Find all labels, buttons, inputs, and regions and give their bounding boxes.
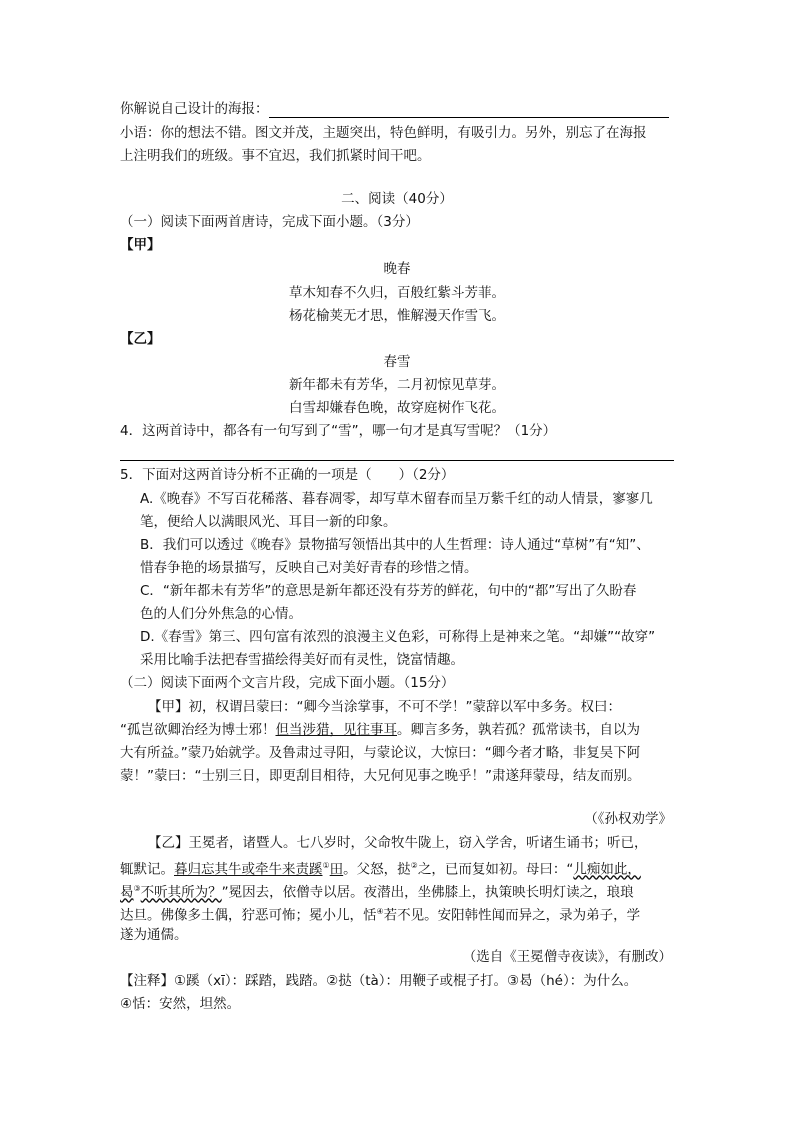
poster-reply-2: 上注明我们的班级。事不宜迟，我们抓紧时间干吧。 — [120, 148, 431, 164]
notes-line2: ④恬：安然，坦然。 — [120, 996, 241, 1012]
jia-tag: 【甲】 — [120, 237, 161, 253]
note-marker: ③ — [133, 884, 141, 893]
yi-source: （选自《王冕僧寺夜读》，有删改） — [462, 949, 672, 965]
poem2-line1: 新年都未有芳华，二月初惊见草芽。 — [289, 377, 505, 393]
question-5: 5．下面对这两首诗分析不正确的一项是（ ）（2分） — [120, 467, 455, 483]
jia-text-line1: 【甲】初，权谓吕蒙曰：“卿今当涂掌事，不可不学！”蒙辞以军中多务。权曰： — [148, 699, 621, 715]
yi-text-segment: 。父怒，挞 — [343, 861, 411, 878]
yi-text-line3 — [120, 880, 634, 902]
notes-line1: 【注释】①蹊（xī）：踩踏，践踏。②挞（tà）：用鞭子或棍子打。③曷（hé）：为什么。 — [120, 973, 638, 989]
note-marker: ② — [410, 861, 418, 870]
poster-prompt: 你解说自己设计的海报： — [120, 101, 269, 117]
option-b-line2: 惜春争艳的场景描写，反映自己对美好青春的珍惜之情。 — [140, 560, 478, 576]
wavy-underlined-sentence: 儿痴如此， — [573, 861, 641, 878]
jia-text-line2 — [120, 721, 640, 739]
poem1-line1: 草木知春不久归，百般红紫斗芳菲。 — [289, 285, 505, 301]
part2-heading: （二）阅读下面两个文言片段，完成下面小题。（15分） — [120, 675, 455, 691]
section-title: 二、阅读（40分） — [341, 191, 453, 207]
yi-text-line4 — [120, 903, 640, 925]
answer-blank — [269, 103, 669, 118]
option-c-line2: 色的人们分外焦急的心情。 — [140, 606, 302, 622]
poem1-line2: 杨花榆荚无才思，惟解漫天作雪飞。 — [289, 308, 505, 324]
question-4: 4．这两首诗中，都各有一句写到了“雪”，哪一句才是真写雪呢？（1分） — [120, 423, 557, 439]
yi-text-segment: ”冕因去，依僧寺以居。夜潜出，坐佛膝上，执策映长明灯读之，琅琅 — [221, 884, 634, 901]
part1-heading: （一）阅读下面两首唐诗，完成下面小题。（3分） — [120, 214, 419, 230]
poem2-title: 春雪 — [383, 354, 411, 370]
option-d-line1: D.《春雪》第三、四句富有浓烈的浪漫主义色彩，可称得上是神来之笔。“却嫌”“故穿” — [140, 629, 656, 645]
option-a-line1: A.《晚春》不写百花稀落、暮春凋零，却写草木留春而呈万紫千红的动人情景，寥寥几 — [140, 491, 653, 507]
answer-line — [120, 460, 674, 461]
jia-text-line4: 蒙！”蒙曰：“士别三日，即更刮目相待，大兄何见事之晚乎！”肃遂拜蒙母，结友而别。 — [120, 768, 641, 784]
yi-text-segment: 辄默记。 — [120, 861, 174, 878]
yi-text-line2 — [120, 857, 641, 879]
option-a-line2: 笔，便给人以满眼风光、耳目一新的印象。 — [140, 514, 397, 530]
note-marker: ① — [322, 861, 330, 870]
option-b-line1: B．我们可以透过《晚春》景物描写领悟出其中的人生哲理：诗人通过“草树”有“知”、 — [140, 537, 650, 553]
poem2-line2: 白雪却嫌春色晚，故穿庭树作飞花。 — [289, 400, 505, 416]
jia-text-segment: 。卿言多务，孰若孤？孤常读书，自以为 — [397, 722, 640, 738]
wavy-underlined-sentence: 不听其所为？ — [140, 884, 222, 901]
underlined-sentence: 暮归忘其牛或牵牛来责蹊 — [174, 861, 323, 878]
option-c-line1: C．“新年都未有芳华”的意思是新年都还没有芬芳的鲜花，句中的“都”写出了久盼春 — [140, 583, 637, 599]
yi-text-segment: 达旦。佛像多土偶，狞恶可怖；冕小儿，恬 — [120, 907, 377, 924]
jia-text-line3: 大有所益。”蒙乃始就学。及鲁肃过寻阳，与蒙论议，大惊曰：“卿今者才略，非复吴下阿 — [120, 745, 641, 761]
option-d-line2: 采用比喻手法把春雪描绘得美好而有灵性，饶富情趣。 — [140, 652, 464, 668]
jia-text-segment: “孤岂欲卿治经为博士邪！ — [120, 722, 276, 738]
yi-text-segment: 之，已而复如初。母曰：“ — [417, 861, 574, 878]
poem1-title: 晚春 — [383, 261, 411, 277]
poster-prompt-line — [120, 100, 669, 118]
jia-source: （《孙权劝学》 — [584, 811, 672, 827]
note-marker: ④ — [376, 907, 384, 916]
underlined-sentence-end: 田 — [329, 861, 344, 878]
wavy-underlined-sentence: 曷 — [120, 884, 134, 901]
yi-text-segment: 若不见。安阳韩性闻而异之，录为弟子，学 — [383, 907, 641, 924]
underlined-sentence: 但当涉猎，见往事耳 — [275, 722, 397, 738]
yi-text-line5: 遂为通儒。 — [120, 927, 188, 943]
yi-text-line1: 【乙】王冕者，诸暨人。七八岁时，父命牧牛陇上，窃入学舍，听诸生诵书；听已， — [148, 835, 648, 851]
yi-tag: 【乙】 — [120, 331, 161, 347]
poster-reply-1: 小语：你的想法不错。图文并茂，主题突出，特色鲜明，有吸引力。另外，别忘了在海报 — [120, 125, 647, 141]
